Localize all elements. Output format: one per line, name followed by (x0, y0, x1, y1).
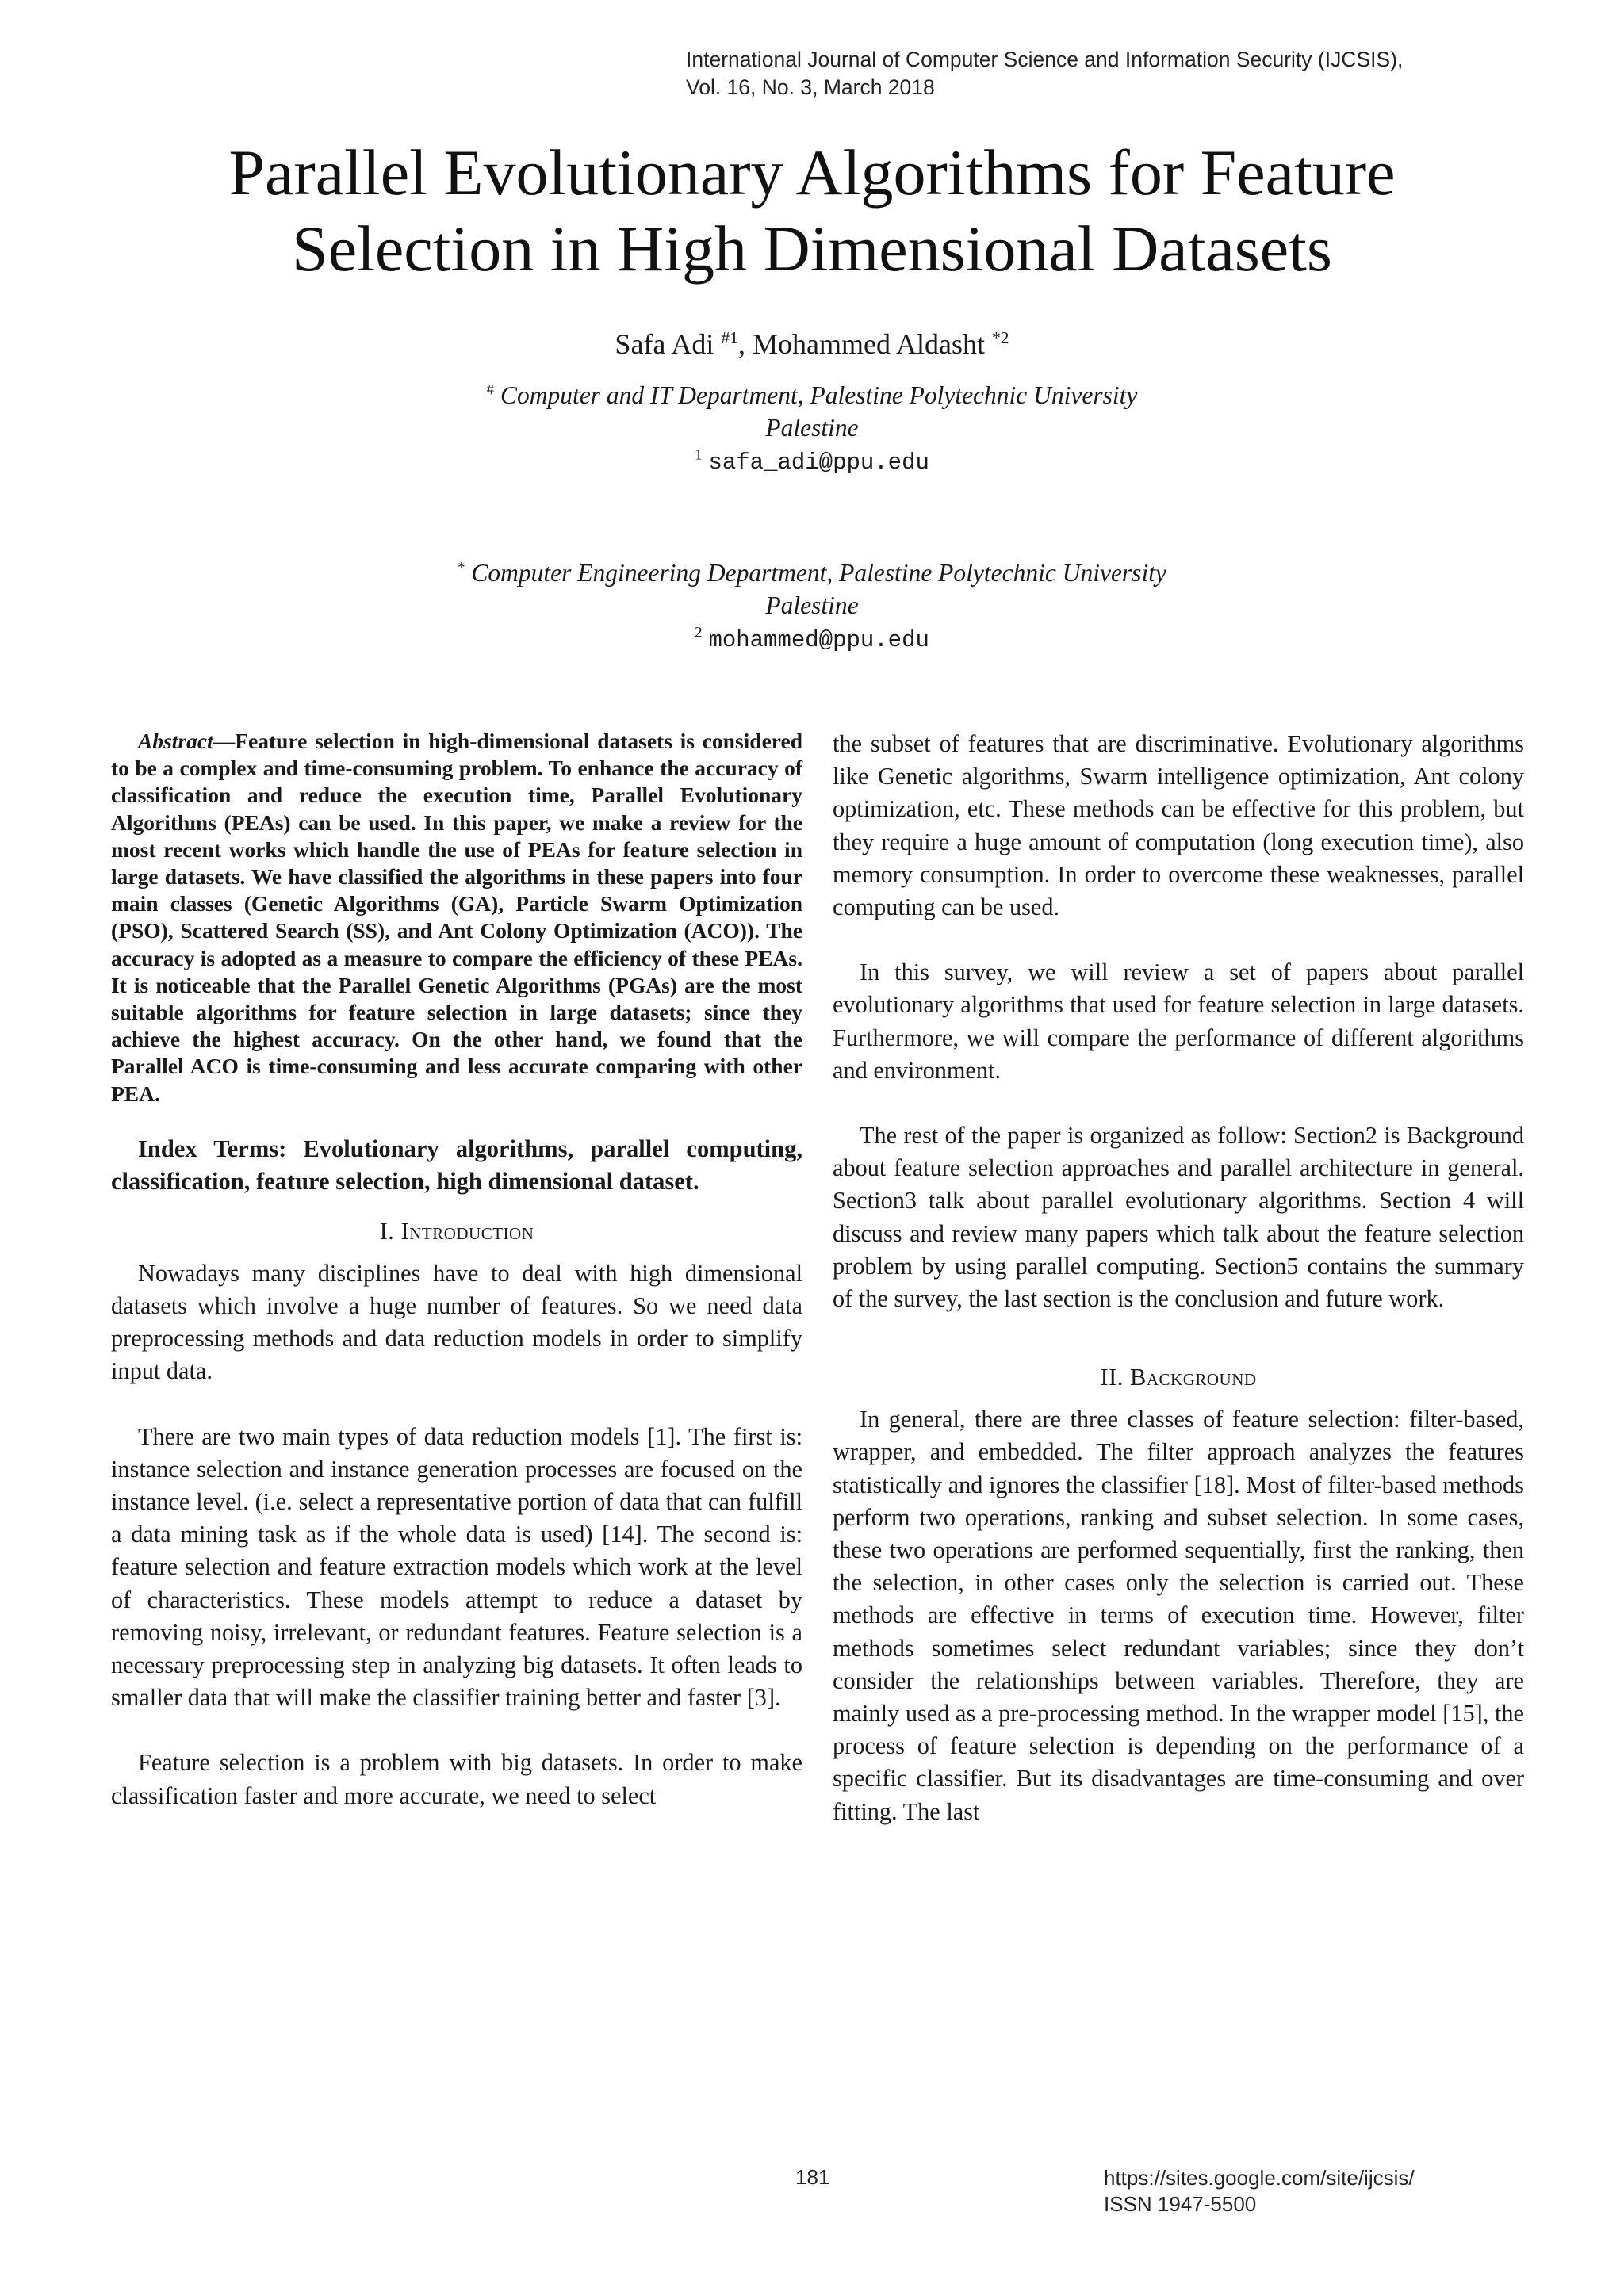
background-paragraph: In general, there are three classes of feature selection: filter-based, wrapper, and embedded. The filter approach analyzes the features statistically and ignores the classifier [18]. Most of filter-based methods perform two operations, ranking and subset selection. In some cases, these two operations are performed sequentially, first the ranking, then the selection, in other cases only the selection is carried out. These methods are effective in terms of execution time. However, filter methods sometimes select redundant variables; since they don’t consider the relationships between variables. Therefore, they are mainly used as a pre-processing method. In the wrapper model [15], the process of feature selection is depending on the performance of a specific classifier. But its disadvantages are time-consuming and over fitting. The last (833, 1406, 1524, 1825)
author-affiliation-mark: #1 (721, 328, 738, 347)
abstract (111, 728, 802, 1108)
intro-paragraph: The rest of the paper is organized as follow: Section2 is Background about feature selection approaches and parallel architecture in general. Section3 talk about parallel evolutionary algorithms. Section 4 will discuss and review many papers which talk about the feature selection problem by using parallel computing. Section5 contains the summary of the survey, the last section is the conclusion and future work. (833, 1122, 1524, 1313)
intro-paragraph: Nowadays many disciplines have to deal with high dimensional datasets which involve a huge number of features. So we need data preprocessing methods and data reduction models in order to simplify input data. (111, 1259, 802, 1385)
affiliation (0, 379, 1624, 479)
journal-volume: Vol. 16, No. 3, March 2018 (686, 75, 935, 99)
email-mark: 1 (695, 446, 703, 464)
author-email[interactable]: mohammed@ppu.edu (708, 627, 929, 653)
affiliation-country: Palestine (765, 591, 859, 619)
right-column (833, 728, 1524, 1828)
section-heading-introduction: I. Introduction (379, 1217, 534, 1245)
affiliation-mark: * (458, 559, 465, 576)
page-number: 181 (795, 2165, 830, 2189)
footer-info (1104, 2165, 1415, 2218)
affiliation (0, 557, 1624, 656)
author-name: Safa Adi (615, 328, 714, 360)
affiliation-department: Computer and IT Department, Palestine Polytechnic University (500, 381, 1138, 409)
left-column (111, 728, 802, 1812)
title-line-2: Selection in High Dimensional Datasets (292, 212, 1332, 285)
intro-paragraph: In this survey, we will review a set of papers about parallel evolutionary algorithms that used for feature selection in large datasets. Furthermore, we will compare the performance of different algorithms and environment. (833, 959, 1524, 1084)
abstract-dash: — (213, 729, 236, 753)
author-name: Mohammed Aldasht (753, 328, 985, 360)
intro-paragraph: There are two main types of data reduction models [1]. The first is: instance selection and instance generation processes are focused on the instance level. (i.e. select a representative portion of data that can fulfill a data mining task as if the whole data is used) [14]. The second is: feature selection and feature extraction models which work at the level of characteristics. These models attempt to reduce a dataset by removing noisy, irrelevant, or redundant features. Feature selection is a necessary preprocessing step in analyzing big datasets. It often leads to smaller data that will make the classifier training better and faster [3]. (111, 1422, 802, 1712)
issn: ISSN 1947-5500 (1104, 2192, 1257, 2216)
abstract-label: Abstract (138, 729, 213, 753)
affiliation-mark: # (486, 381, 495, 399)
intro-continuation: the subset of features that are discriminative. Evolutionary algorithms like Genetic algorithms, Swarm intelligence optimization, Ant colony optimization, etc. These methods can be effective for this problem, but they require a huge amount of computation (long execution time), also memory consumption. In order to overcome these weaknesses, parallel computing can be used. (833, 730, 1524, 921)
author-separator: , (738, 328, 745, 360)
author-affiliation-mark: *2 (991, 328, 1009, 347)
paper-title (0, 135, 1624, 287)
journal-header (686, 46, 1403, 101)
intro-paragraph: Feature selection is a problem with big datasets. In order to make classification faster and more accurate, we need to select (111, 1749, 802, 1809)
title-line-1: Parallel Evolutionary Algorithms for Feature (228, 136, 1396, 209)
section-heading-background: II. Background (1100, 1364, 1257, 1391)
email-mark: 2 (695, 624, 703, 641)
author-list (0, 327, 1624, 362)
affiliation-department: Computer Engineering Department, Palestine Polytechnic University (471, 559, 1166, 587)
affiliation-country: Palestine (765, 414, 859, 442)
journal-name: International Journal of Computer Science and Information Security (IJCSIS), (686, 48, 1404, 71)
index-terms: Index Terms: Evolutionary algorithms, parallel computing, classification, feature selection, high dimensional dataset. (111, 1135, 802, 1195)
abstract-text: Feature selection in high-dimensional datasets is considered to be a complex and time-consuming problem. To enhance the accuracy of classification and reduce the execution time, Parallel Evolutionary Algorithms (PEAs) can be used. In this paper, we make a review for the most recent works which handle the use of PEAs for feature selection in large datasets. We have classified the algorithms in these papers into four main classes (Genetic Algorithms (GA), Particle Swarm Optimization (PSO), Scattered Search (SS), and Ant Colony Optimization (ACO)). The accuracy is adopted as a measure to compare the efficiency of these PEAs. It is noticeable that the Parallel Genetic Algorithms (PGAs) are the most suitable algorithms for feature selection in large datasets; since they achieve the highest accuracy. On the other hand, we found that the Parallel ACO is time-consuming and less accurate comparing with other PEA. (111, 729, 802, 1106)
journal-url[interactable]: https://sites.google.com/site/ijcsis/ (1104, 2166, 1415, 2190)
author-email[interactable]: safa_adi@ppu.edu (708, 450, 929, 476)
